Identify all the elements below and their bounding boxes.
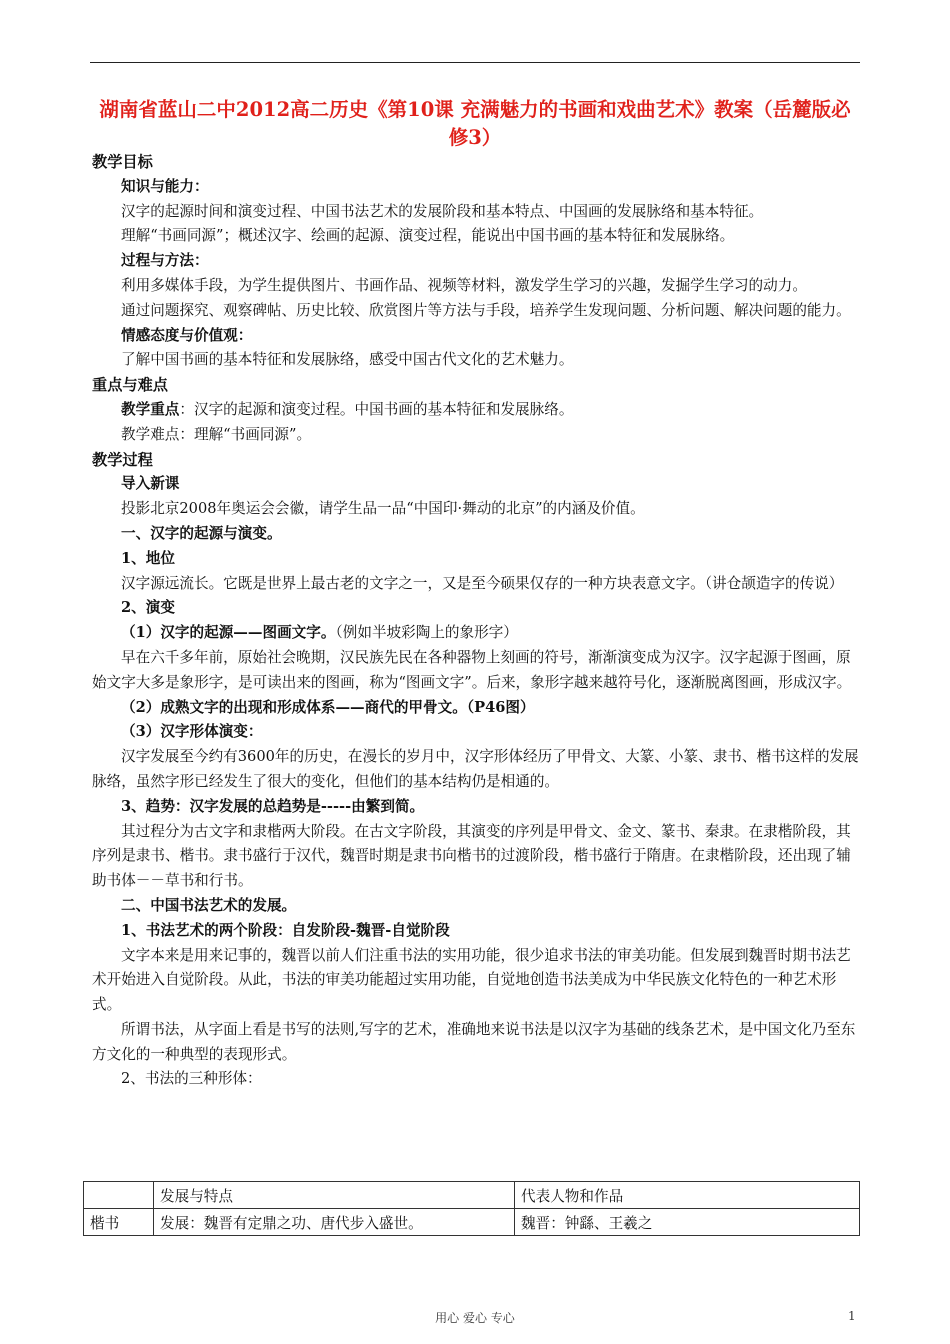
section-1-3-heading: 3、趋势：汉字发展的总趋势是-----由繁到简。 (121, 797, 425, 815)
page-footer: 用心 爱心 专心 (435, 1311, 515, 1325)
attitude-paragraph: 了解中国书画的基本特征和发展脉络，感受中国古代文化的艺术魅力。 (121, 351, 574, 369)
knowledge-paragraph-1: 汉字的起源时间和演变过程、中国书法艺术的发展阶段和基本特点、中国画的发展脉络和基本特征。 (121, 202, 764, 220)
knowledge-heading: 知识与能力： (121, 177, 209, 195)
attitude-heading: 情感态度与价值观： (121, 326, 253, 344)
table-header-cell (84, 1182, 154, 1209)
intro-paragraph: 投影北京2008年奥运会会徽，请学生品一品“中国印·舞动的北京”的内涵及价值。 (121, 500, 645, 518)
keypoints-heading: 重点与难点 (92, 376, 168, 395)
section-1-2-2: （2）成熟文字的出现和形成体系——商代的甲骨文。（P46图） (121, 698, 535, 716)
calligraphy-forms-table (83, 1181, 860, 1236)
key-point (92, 398, 860, 423)
section-2-1-paragraph-2: 所谓书法，从字面上看是书写的法则,写字的艺术，准确地来说书法是以汉字为基础的线条艺术，是中国文化乃至东方文化的一种典型的表现形式。 (92, 1020, 856, 1063)
knowledge-paragraph-2: 理解“书画同源”；概述汉字、绘画的起源、演变过程，能说出中国书画的基本特征和发展脉络。 (121, 227, 735, 245)
section-2-heading: 二、中国书法艺术的发展。 (121, 896, 297, 914)
section-1-heading: 一、汉字的起源与演变。 (121, 524, 282, 542)
teaching-process-heading: 教学过程 (92, 450, 153, 469)
section-1-2-3: （3）汉字形体演变： (121, 723, 263, 741)
key-point-text: ：汉字的起源和演变过程。中国书画的基本特征和发展脉络。 (179, 400, 574, 418)
process-paragraph-2: 通过问题探究、观察碑帖、历史比较、欣赏图片等方法与手段，培养学生发现问题、分析问题、解决问题的能力。 (121, 301, 851, 319)
table-header-cell: 代表人物和作品 (515, 1182, 860, 1209)
table-row (84, 1209, 860, 1236)
section-1-2-1-note: （例如半坡彩陶上的象形字） (335, 624, 518, 642)
header-rule (90, 62, 860, 63)
objectives-heading: 教学目标 (92, 153, 153, 171)
section-1-2-heading: 2、演变 (121, 599, 175, 617)
section-1-1-heading: 1、地位 (121, 549, 175, 567)
table-cell: 发展：魏晋有定鼎之功、唐代步入盛世。 (154, 1209, 515, 1236)
section-1-2-3-paragraph: 汉字发展至今约有3600年的历史，在漫长的岁月中，汉字形体经历了甲骨文、大篆、小篆、隶书、楷书这样的发展脉络，虽然字形已经发生了很大的变化，但他们的基本结构仍是相通的。 (92, 748, 859, 790)
document-title: 湖南省蓝山二中2012高二历史《第10课 充满魅力的书画和戏曲艺术》教案（岳麓版必修3） (99, 98, 851, 149)
difficult-point-text: ：理解“书画同源”。 (179, 425, 312, 443)
page-number: 1 (848, 1309, 856, 1323)
intro-heading: 导入新课 (121, 475, 180, 493)
process-paragraph-1: 利用多媒体手段，为学生提供图片、书画作品、视频等材料，激发学生学习的兴趣，发掘学生学习的动力。 (121, 276, 807, 294)
section-1-2-1 (92, 621, 860, 646)
table-header-row (84, 1182, 860, 1209)
section-1-2-1-paragraph: 早在六千多年前，原始社会晚期，汉民族先民在各种器物上刻画的符号，渐渐演变成为汉字。汉字起源于图画，原始文字大多是象形字，是可读出来的图画，称为“图画文字”。后来，象形字越来越符号化，逐渐脱离图画，形成汉字。 (92, 648, 852, 691)
section-2-2-heading: 2、书法的三种形体： (121, 1070, 262, 1088)
difficult-point (92, 423, 860, 448)
table-cell: 魏晋：钟繇、王羲之 (515, 1209, 860, 1236)
key-point-label: 教学重点 (121, 400, 180, 418)
section-1-1-paragraph: 汉字源远流长。它既是世界上最古老的文字之一，又是至今硕果仅存的一种方块表意文字。（讲仓颉造字的传说） (121, 574, 844, 592)
section-1-2-1-title: （1）汉字的起源——图画文字。 (121, 624, 336, 642)
process-heading: 过程与方法： (121, 252, 209, 270)
section-2-1-paragraph-1: 文字本来是用来记事的，魏晋以前人们注重书法的实用功能，很少追求书法的审美功能。但发展到魏晋时期书法艺术开始进入自觉阶段。从此，书法的审美功能超过实用功能，自觉地创造书法美成为中华民族文化特色的一种艺术形式。 (92, 946, 851, 1014)
document-body (92, 150, 860, 1092)
difficult-point-label: 教学难点 (121, 425, 180, 443)
table-cell: 楷书 (84, 1209, 154, 1236)
section-2-1-heading: 1、书法艺术的两个阶段：自发阶段-魏晋-自觉阶段 (121, 921, 450, 939)
section-1-3-paragraph: 其过程分为古文字和隶楷两大阶段。在古文字阶段，其演变的序列是甲骨文、金文、篆书、秦隶。在隶楷阶段，其序列是隶书、楷书。隶书盛行于汉代，魏晋时期是隶书向楷书的过渡阶段，楷书盛行于隋唐。在隶楷阶段，还出现了辅助书体－－草书和行书。 (92, 822, 851, 890)
table-header-cell: 发展与特点 (154, 1182, 515, 1209)
